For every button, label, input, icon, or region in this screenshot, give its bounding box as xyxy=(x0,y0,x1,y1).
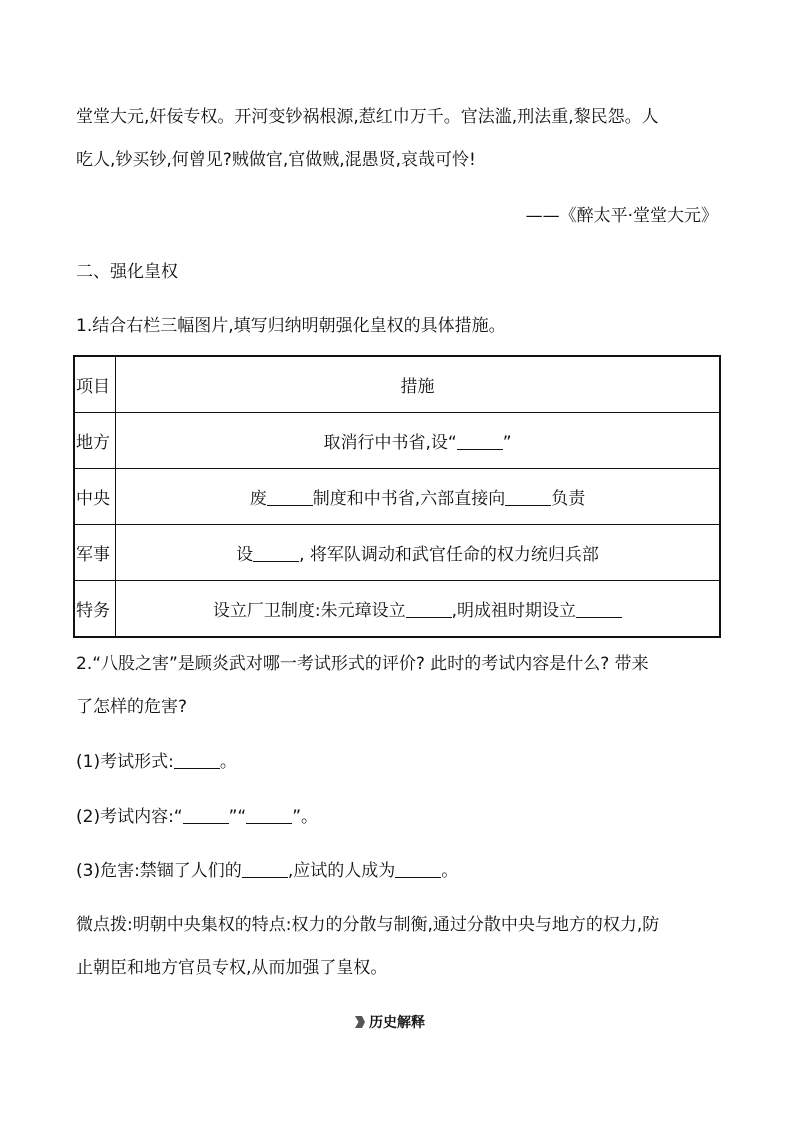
text: 。 xyxy=(219,752,237,772)
row-item: 中央 xyxy=(74,469,116,525)
table-row xyxy=(74,413,720,469)
footer-label: 历史解释 xyxy=(369,1015,425,1031)
footer-section-label xyxy=(355,1014,425,1032)
question-2-line-1: 2.“八股之害”是顾炎武对哪一考试形式的评价? 此时的考试内容是什么? 带来 xyxy=(76,654,649,674)
text: 。 xyxy=(441,861,459,881)
poem-attribution: ——《醉太平·堂堂大元》 xyxy=(525,206,718,226)
row-measure xyxy=(116,525,721,581)
answer-blank[interactable] xyxy=(174,751,220,769)
section-marker-icon xyxy=(355,1016,365,1028)
text: ”。 xyxy=(292,807,319,827)
answer-blank[interactable] xyxy=(183,806,229,824)
answer-blank[interactable] xyxy=(242,860,288,878)
table-row xyxy=(74,469,720,525)
answer-blank[interactable] xyxy=(457,432,503,450)
answer-blank[interactable] xyxy=(267,488,313,506)
row-item: 军事 xyxy=(74,525,116,581)
answer-blank[interactable] xyxy=(395,860,441,878)
question-1: 1.结合右栏三幅图片,填写归纳明朝强化皇权的具体措施。 xyxy=(76,316,506,336)
sub-question-2 xyxy=(76,805,318,829)
table-header-row xyxy=(74,356,720,413)
text: (2)考试内容:“ xyxy=(76,807,183,827)
text: , 将军队调动和武官任命的权力统归兵部 xyxy=(299,545,599,565)
question-2-line-2: 了怎样的危害? xyxy=(76,697,188,717)
answer-blank[interactable] xyxy=(505,488,551,506)
text: ,应试的人成为 xyxy=(287,861,396,881)
answer-blank[interactable] xyxy=(253,544,299,562)
table-row xyxy=(74,525,720,581)
row-item: 特务 xyxy=(74,581,116,638)
text: 废 xyxy=(249,489,267,509)
text: (1)考试形式: xyxy=(76,752,174,772)
text: ,明成祖时期设立 xyxy=(451,601,577,621)
row-measure xyxy=(116,469,721,525)
row-item: 地方 xyxy=(74,413,116,469)
text: ” xyxy=(502,433,512,453)
text: 设 xyxy=(236,545,254,565)
answer-blank[interactable] xyxy=(576,600,622,618)
text: 制度和中书省,六部直接向 xyxy=(312,489,506,509)
answer-blank[interactable] xyxy=(246,806,292,824)
text: ”“ xyxy=(228,807,247,827)
measures-table xyxy=(73,355,721,638)
header-item: 项目 xyxy=(74,356,116,413)
sub-question-3 xyxy=(76,859,458,883)
row-measure xyxy=(116,581,721,638)
text: 取消行中书省,设“ xyxy=(323,433,457,453)
table-row xyxy=(74,581,720,638)
tip-line-1: 微点拨:明朝中央集权的特点:权力的分散与制衡,通过分散中央与地方的权力,防 xyxy=(76,915,660,935)
text: 负责 xyxy=(551,489,586,509)
poem-line-2: 吃人,钞买钞,何曾见?贼做官,官做贼,混愚贤,哀哉可怜! xyxy=(76,150,476,170)
tip-line-2: 止朝臣和地方官员专权,从而加强了皇权。 xyxy=(76,958,388,978)
sub-question-1 xyxy=(76,750,237,774)
answer-blank[interactable] xyxy=(406,600,452,618)
section-heading: 二、强化皇权 xyxy=(76,262,178,282)
header-measure: 措施 xyxy=(116,356,721,413)
row-measure xyxy=(116,413,721,469)
text: 设立厂卫制度:朱元璋设立 xyxy=(212,601,406,621)
text: (3)危害:禁锢了人们的 xyxy=(76,861,242,881)
poem-line-1: 堂堂大元,奸佞专权。开河变钞祸根源,惹红巾万千。官法滥,刑法重,黎民怨。人 xyxy=(76,107,659,127)
